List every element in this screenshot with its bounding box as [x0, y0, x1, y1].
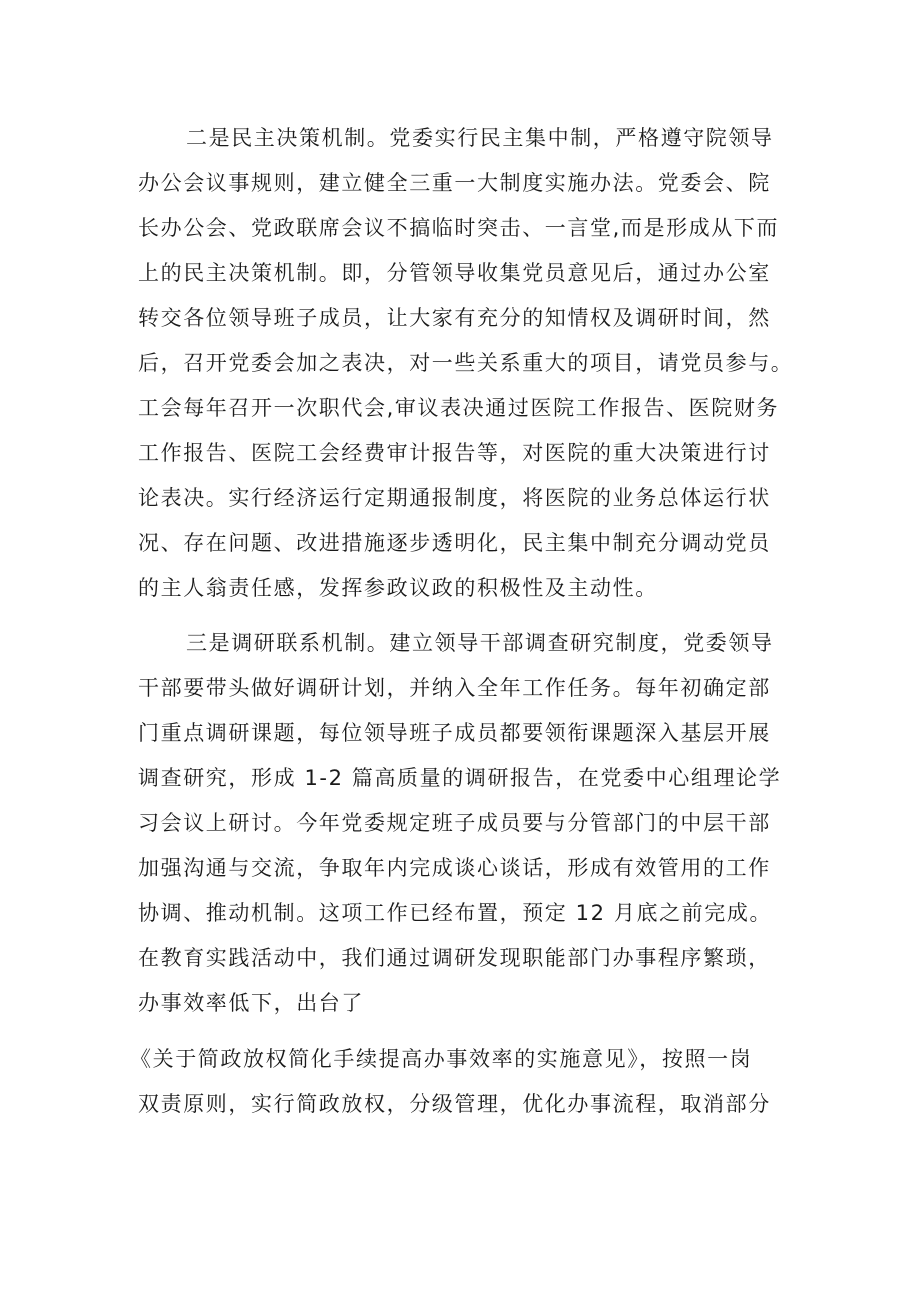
paragraph-2-line-8: 在教育实践活动中，我们通过调研发现职能部门办事程序繁琐，: [138, 946, 771, 970]
paragraph-1-line-6: 后，召开党委会加之表决，对一些关系重大的项目，请党员参与。: [138, 351, 794, 375]
paragraph-1-line-7: 工会每年召开一次职代会,审议表决通过医院工作报告、医院财务: [138, 396, 780, 420]
paragraph-1-line-3: 长办公会、党政联席会议不搞临时突击、一言堂,而是形成从下而: [138, 216, 780, 240]
paragraph-2-line-6: 加强沟通与交流，争取年内完成谈心谈话，形成有效管用的工作: [138, 856, 771, 880]
paragraph-2-line-9: 办事效率低下，出台了: [138, 991, 364, 1015]
paragraph-1-line-11: 的主人翁责任感，发挥参政议政的积极性及主动性。: [138, 576, 658, 600]
paragraph-3-line-1: 《关于简政放权简化手续提高办事效率的实施意见》，按照一岗: [130, 1047, 753, 1071]
paragraph-1-line-9: 论表决。实行经济运行定期通报制度，将医院的业务总体运行状: [138, 486, 771, 510]
paragraph-3-line-2: 双责原则，实行简政放权，分级管理，优化办事流程，取消部分: [138, 1092, 771, 1116]
paragraph-2-line-2: 干部要带头做好调研计划，并纳入全年工作任务。每年初确定部: [138, 676, 771, 700]
paragraph-1-line-2: 办公会议事规则，建立健全三重一大制度实施办法。党委会、院: [138, 171, 771, 195]
paragraph-1-line-10: 况、存在问题、改进措施逐步透明化，民主集中制充分调动党员: [138, 531, 771, 555]
paragraph-1-line-4: 上的民主决策机制。即，分管领导收集党员意见后，通过办公室: [138, 261, 771, 285]
paragraph-1-line-8: 工作报告、医院工会经费审计报告等，对医院的重大决策进行讨: [138, 441, 771, 465]
paragraph-2-line-7: 协调、推动机制。这项工作已经布置，预定 12 月底之前完成。: [138, 901, 773, 925]
paragraph-2-line-3: 门重点调研课题，每位领导班子成员都要领衔课题深入基层开展: [138, 721, 771, 745]
paragraph-2-line-5: 习会议上研讨。今年党委规定班子成员要与分管部门的中层干部: [138, 811, 771, 835]
paragraph-1-line-5: 转交各位领导班子成员，让大家有充分的知情权及调研时间，然: [138, 306, 771, 330]
paragraph-2-line-1: 三是调研联系机制。建立领导干部调查研究制度，党委领导: [186, 631, 774, 655]
paragraph-2-line-4: 调查研究，形成 1-2 篇高质量的调研报告，在党委中心组理论学: [138, 766, 782, 790]
paragraph-1-line-1: 二是民主决策机制。党委实行民主集中制，严格遵守院领导: [186, 126, 774, 150]
